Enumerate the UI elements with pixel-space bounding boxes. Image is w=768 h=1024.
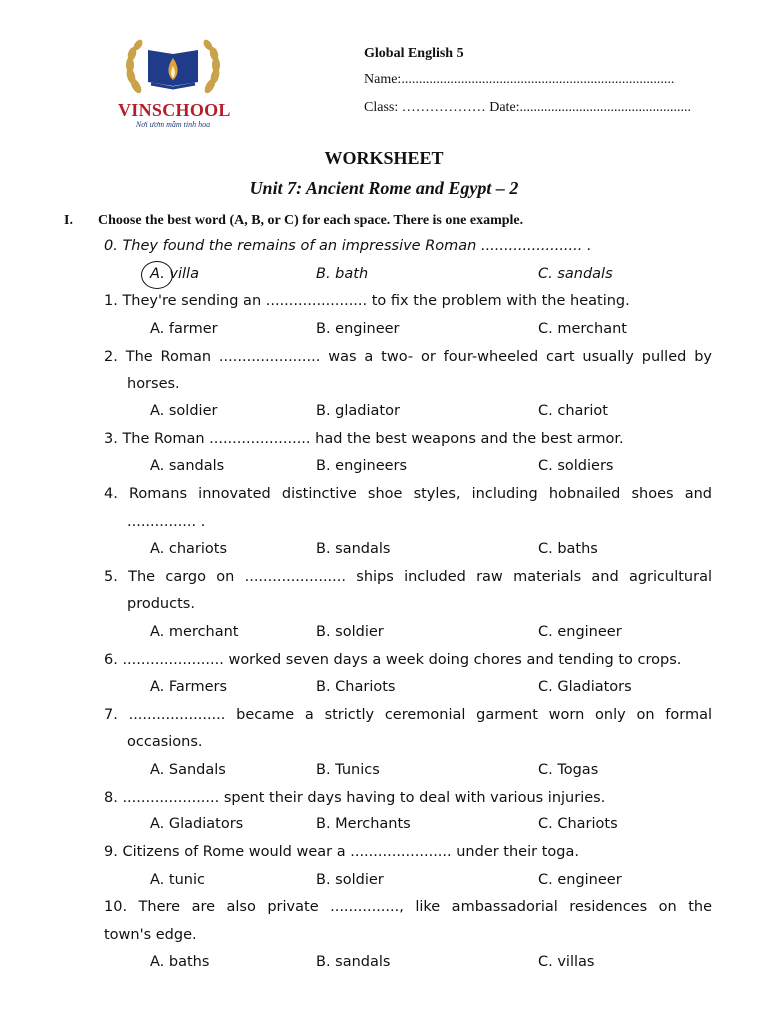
- question-0-option-a[interactable]: A. villa: [150, 266, 199, 282]
- question-2-option-a[interactable]: A. soldier: [150, 403, 218, 419]
- question-9-option-c[interactable]: C. engineer: [538, 872, 622, 888]
- question-6-option-a[interactable]: A. Farmers: [150, 679, 228, 695]
- question-1-option-b[interactable]: B. engineer: [316, 321, 400, 337]
- question-4-option-a[interactable]: A. chariots: [150, 541, 228, 557]
- question-8-option-a[interactable]: A. Gladiators: [150, 816, 244, 832]
- question-1-option-c[interactable]: C. merchant: [538, 321, 627, 337]
- question-1: 1. They're sending an ...................... to fix the problem with the heating.: [104, 293, 630, 309]
- question-3-option-a[interactable]: A. sandals: [150, 458, 225, 474]
- question-4: 4. Romans innovated distinctive shoe styles, including hobnailed shoes and: [104, 486, 712, 502]
- question-5-continuation: products.: [127, 596, 195, 612]
- worksheet-title: WORKSHEET: [324, 148, 444, 168]
- question-8-option-b[interactable]: B. Merchants: [316, 816, 411, 832]
- question-5-option-c[interactable]: C. engineer: [538, 624, 622, 640]
- question-2-option-c[interactable]: C. chariot: [538, 403, 608, 419]
- question-4-continuation: ............... .: [127, 514, 206, 530]
- school-name: VINSCHOOL: [118, 100, 231, 120]
- school-logo: [118, 36, 231, 134]
- name-field[interactable]: Name:..............................................................................: [364, 72, 675, 87]
- question-10-option-b[interactable]: B. sandals: [316, 954, 391, 970]
- question-6-option-c[interactable]: C. Gladiators: [538, 679, 632, 695]
- question-6: 6. ...................... worked seven days a week doing chores and tending to crops.: [104, 652, 682, 668]
- question-7: 7. ..................... became a strictly ceremonial garment worn only on formal: [104, 707, 712, 723]
- question-9: 9. Citizens of Rome would wear a ...................... under their toga.: [104, 844, 579, 860]
- section-number: I.: [64, 213, 73, 228]
- question-7-option-c[interactable]: C. Togas: [538, 762, 599, 778]
- section-instruction: Choose the best word (A, B, or C) for each space. There is one example.: [98, 213, 524, 228]
- question-8: 8. ..................... spent their days having to deal with various injuries.: [104, 790, 606, 806]
- class-date-field[interactable]: Class: ……………… Date:.................................................: [364, 100, 692, 115]
- question-7-option-b[interactable]: B. Tunics: [316, 762, 380, 778]
- question-3-option-b[interactable]: B. engineers: [316, 458, 408, 474]
- question-3: 3. The Roman ...................... had the best weapons and the best armor.: [104, 431, 624, 447]
- question-4-option-c[interactable]: C. baths: [538, 541, 598, 557]
- question-0-option-b[interactable]: B. bath: [316, 266, 369, 282]
- question-0-option-c[interactable]: C. sandals: [538, 266, 613, 282]
- question-2-continuation: horses.: [127, 376, 180, 392]
- question-9-option-b[interactable]: B. soldier: [316, 872, 384, 888]
- question-1-option-a[interactable]: A. farmer: [150, 321, 218, 337]
- question-10: 10. There are also private ..............., like ambassadorial residences on the: [104, 899, 712, 915]
- question-10-option-c[interactable]: C. villas: [538, 954, 595, 970]
- question-9-option-a[interactable]: A. tunic: [150, 872, 205, 888]
- question-5: 5. The cargo on ...................... ships included raw materials and agricultural: [104, 569, 712, 585]
- question-7-continuation: occasions.: [127, 734, 203, 750]
- question-10-continuation: town's edge.: [104, 927, 197, 943]
- course-title: Global English 5: [364, 46, 464, 61]
- question-5-option-a[interactable]: A. merchant: [150, 624, 239, 640]
- question-0: 0. They found the remains of an impressive Roman ...................... .: [104, 238, 592, 254]
- question-10-option-a[interactable]: A. baths: [150, 954, 210, 970]
- question-3-option-c[interactable]: C. soldiers: [538, 458, 614, 474]
- question-5-option-b[interactable]: B. soldier: [316, 624, 384, 640]
- unit-subtitle: Unit 7: Ancient Rome and Egypt – 2: [249, 178, 519, 198]
- question-4-option-b[interactable]: B. sandals: [316, 541, 391, 557]
- section-heading: [64, 213, 523, 229]
- question-6-option-b[interactable]: B. Chariots: [316, 679, 396, 695]
- laurel-book-emblem-icon: [118, 36, 228, 106]
- question-7-option-a[interactable]: A. Sandals: [150, 762, 226, 778]
- question-2: 2. The Roman ...................... was a two- or four-wheeled cart usually pulled by: [104, 349, 712, 365]
- school-tagline: Nơi ươm mầm tinh hoa: [135, 120, 211, 129]
- question-8-option-c[interactable]: C. Chariots: [538, 816, 618, 832]
- question-2-option-b[interactable]: B. gladiator: [316, 403, 400, 419]
